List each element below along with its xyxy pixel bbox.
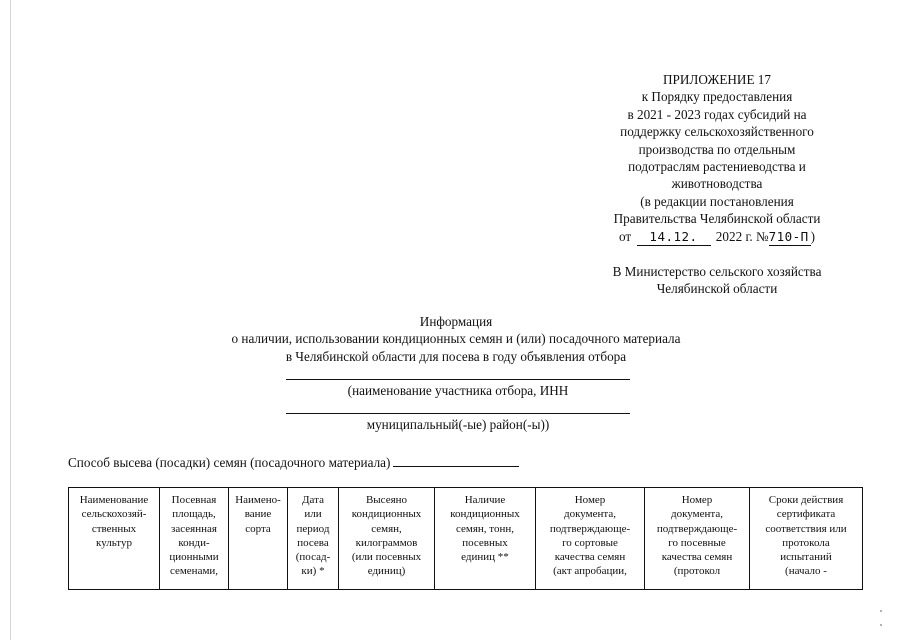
district-caption: муниципальный(-ые) район(-ы)) xyxy=(366,417,550,432)
page-margin-line xyxy=(10,0,11,640)
col-header-sowing-quality-doc: Номер документа, подтверждающе- го посевные качества семян (протокол xyxy=(645,488,750,590)
sowing-method-field xyxy=(68,453,519,471)
document-subtitle: в Челябинской области для посева в году объявления отбора xyxy=(285,348,627,364)
participant-field xyxy=(286,379,630,399)
year-text: 2022 г. № xyxy=(715,228,769,244)
document-subtitle: о наличии, использовании кондиционных семян и (или) посадочного материала xyxy=(231,331,681,347)
participant-fill-line xyxy=(286,379,630,380)
table-header-row xyxy=(69,488,863,590)
district-field xyxy=(286,413,630,433)
annex-title: ПРИЛОЖЕНИЕ 17 xyxy=(663,72,771,87)
sowing-method-fill-line xyxy=(393,453,519,467)
col-header-sown-area: Посевная площадь, засеянная конди- ционными семенами, xyxy=(160,488,229,590)
document-title-block xyxy=(150,313,762,365)
district-fill-line xyxy=(286,413,630,414)
annex-header xyxy=(585,71,849,246)
col-header-sowing-date: Дата или период посева (посад- ки) * xyxy=(288,488,339,590)
annex-date-line xyxy=(585,228,849,246)
scan-speck xyxy=(880,610,882,612)
addressee-line: В Министерство сельского хозяйства xyxy=(612,264,822,279)
annex-line: (в редакции постановления xyxy=(640,193,794,209)
handwritten-date: 14.12. xyxy=(637,228,711,246)
date-prefix: от xyxy=(619,228,632,244)
col-header-sown-seeds: Высеяно кондиционных семян, килограммов (или посевных единиц) xyxy=(339,488,435,590)
col-header-crop-name: Наименование сельскохозяй- ственных культур xyxy=(69,488,160,590)
document-title: Информация xyxy=(419,314,493,329)
scan-speck xyxy=(880,624,882,626)
handwritten-number: 710-П xyxy=(769,228,811,246)
closing-paren: ) xyxy=(810,228,815,244)
col-header-varietal-doc: Номер документа, подтверждающе- го сортовые качества семян (акт апробации, xyxy=(536,488,645,590)
annex-line: к Порядку предоставления xyxy=(641,89,793,105)
annex-line: поддержку сельскохозяйственного xyxy=(620,124,814,140)
col-header-variety-name: Наимено- вание сорта xyxy=(229,488,288,590)
annex-line: производства по отдельным xyxy=(638,141,796,157)
annex-line: в 2021 - 2023 годах субсидий на xyxy=(627,106,807,122)
sowing-method-label: Способ высева (посадки) семян (посадочного материала) xyxy=(68,455,391,470)
col-header-seed-availability: Наличие кондиционных семян, тонн, посевных единиц ** xyxy=(435,488,536,590)
annex-line: Правительства Челябинской области xyxy=(613,211,821,227)
addressee-line: Челябинской области xyxy=(656,281,778,297)
addressee-block xyxy=(588,263,846,298)
annex-line: подотраслям растениеводства и xyxy=(628,159,806,175)
seed-info-table xyxy=(68,487,863,590)
col-header-certificate-validity: Сроки действия сертификата соответствия или протокола испытаний (начало - xyxy=(750,488,863,590)
participant-caption: (наименование участника отбора, ИНН xyxy=(347,383,569,398)
annex-line: животноводства xyxy=(671,176,763,192)
